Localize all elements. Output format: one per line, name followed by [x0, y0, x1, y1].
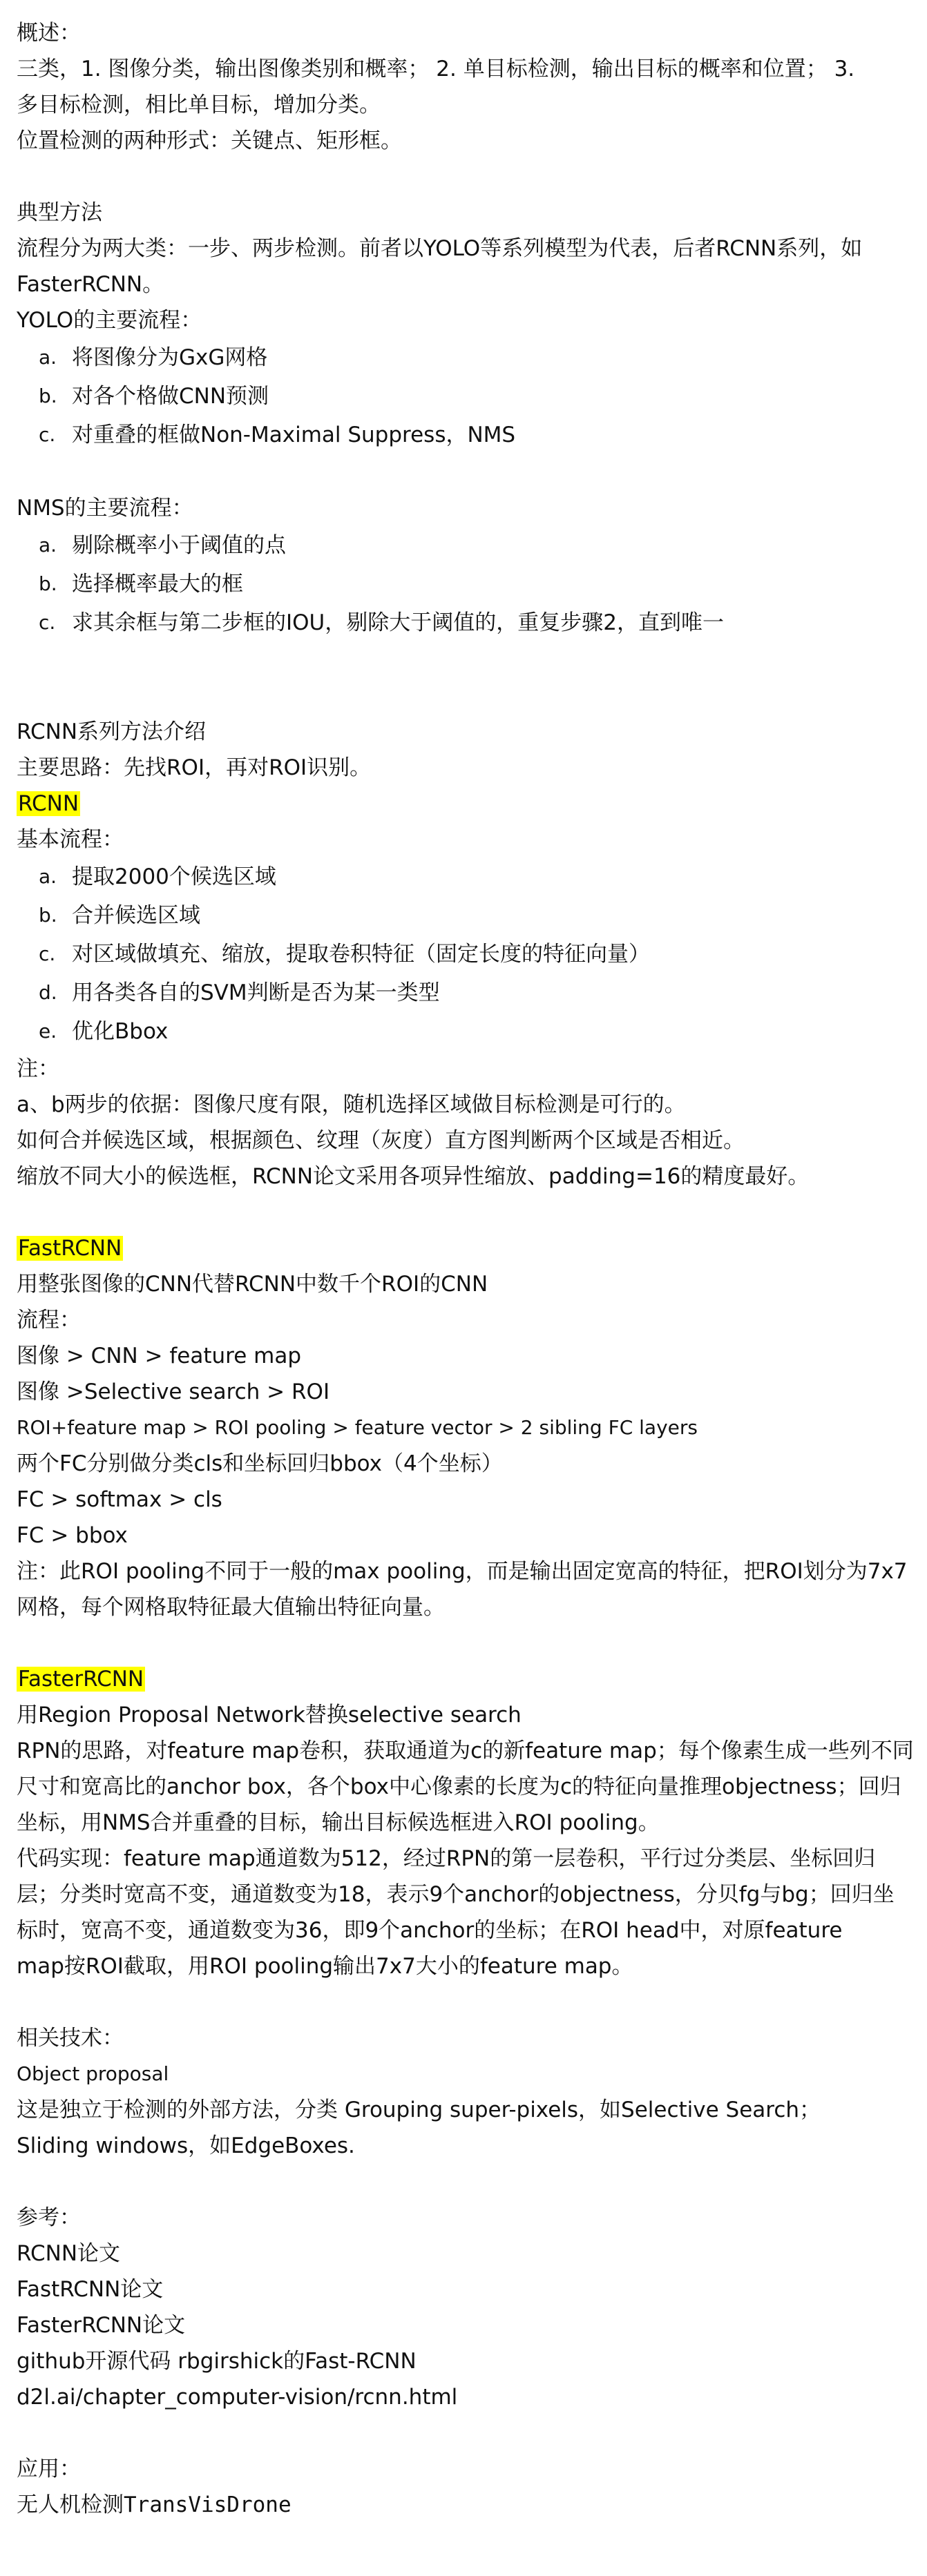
- list-item: [17, 565, 915, 603]
- rcnn-flow-title: 基本流程：: [17, 827, 124, 852]
- ref-item: d2l.ai/chapter_computer-vision/rcnn.html: [17, 2385, 458, 2410]
- list-marker: a.: [39, 346, 57, 369]
- fast-flow-line: 图像 >Selective search > ROI: [17, 1379, 330, 1404]
- rcnn-intro-idea: 主要思路：先找ROI，再对ROI识别。: [17, 755, 372, 780]
- fast-flow-line: 图像 > CNN > feature map: [17, 1344, 302, 1368]
- list-marker: a.: [39, 534, 57, 556]
- list-text: 剔除概率小于阈值的点: [72, 533, 286, 558]
- ref-item: FasterRCNN论文: [17, 2313, 186, 2338]
- list-marker: b.: [39, 904, 57, 927]
- faster-code-line: 代码实现：feature map通道数为512，经过RPN的第一层卷积，平行过分类层、坐标回归: [17, 1846, 876, 1871]
- list-item: [17, 974, 915, 1012]
- faster-rpn-line: RPN的思路，对feature map卷积，获取通道为c的新feature map；每个像素生成一些列不同: [17, 1739, 914, 1763]
- typical-line: FasterRCNN。: [17, 272, 164, 297]
- list-marker: c.: [39, 611, 56, 634]
- list-text: 求其余框与第二步框的IOU，剔除大于阈值的，重复步骤2，直到唯一: [72, 610, 724, 635]
- related-title: 相关技术：: [17, 2026, 124, 2051]
- fast-flow-line: FC > bbox: [17, 1523, 128, 1548]
- list-text: 提取2000个候选区域: [72, 864, 276, 889]
- list-text: 对区域做填充、缩放，提取卷积特征（固定长度的特征向量）: [72, 942, 650, 967]
- refs-title: 参考：: [17, 2205, 81, 2230]
- yolo-title: YOLO的主要流程：: [17, 308, 202, 333]
- list-marker: e.: [39, 1020, 57, 1043]
- faster-desc: 用Region Proposal Network替换selective search: [17, 1703, 522, 1727]
- list-item: [17, 338, 915, 377]
- list-marker: b.: [39, 572, 57, 595]
- list-item: [17, 526, 915, 565]
- app-line-mono: TransVisDrone: [124, 2492, 292, 2517]
- faster-code-line: 标时，宽高不变，通道数变为36，即9个anchor的坐标；在ROI head中，对原feature: [17, 1918, 843, 1943]
- list-marker: c.: [39, 423, 56, 446]
- faster-heading-text: FasterRCNN: [18, 1667, 144, 1692]
- faster-code-line: 层；分类时宽高不变，通道数变为18，表示9个anchor的objectness，分贝fg与bg；回归坐: [17, 1882, 895, 1907]
- nms-title: NMS的主要流程：: [17, 496, 193, 521]
- related-line: 这是独立于检测的外部方法，分类 Grouping super-pixels，如Selective Search；: [17, 2098, 821, 2122]
- app-title: 应用：: [17, 2457, 81, 2481]
- list-item: [17, 896, 915, 935]
- list-item: [17, 1012, 915, 1051]
- fast-heading-text: FastRCNN: [18, 1236, 122, 1261]
- document-page: [17, 15, 915, 2523]
- ref-item: FastRCNN论文: [17, 2277, 164, 2302]
- fast-heading: [17, 1230, 915, 1266]
- list-text: 选择概率最大的框: [72, 572, 243, 597]
- fast-flow-title: 流程：: [17, 1308, 81, 1333]
- list-item: [17, 935, 915, 974]
- overview-line: 位置检测的两种形式：关键点、矩形框。: [17, 128, 402, 153]
- faster-heading: [17, 1661, 915, 1697]
- faster-code-line: map按ROI截取，用ROI pooling输出7x7大小的feature map。: [17, 1954, 633, 1979]
- app-line-prefix: 无人机检测: [17, 2492, 124, 2517]
- list-marker: b.: [39, 385, 57, 407]
- list-item: [17, 858, 915, 896]
- list-text: 优化Bbox: [72, 1019, 169, 1044]
- rcnn-intro-title: RCNN系列方法介绍: [17, 719, 207, 744]
- list-text: 对各个格做CNN预测: [72, 384, 269, 409]
- rcnn-note-title: 注：: [17, 1056, 59, 1081]
- rcnn-note: a、b两步的依据：图像尺度有限，随机选择区域做目标检测是可行的。: [17, 1092, 686, 1117]
- rcnn-heading-text: RCNN: [18, 791, 79, 816]
- list-text: 对重叠的框做Non-Maximal Suppress，NMS: [72, 423, 516, 447]
- overview-title: 概述：: [17, 21, 81, 46]
- list-text: 用各类各自的SVM判断是否为某一类型: [72, 980, 440, 1005]
- list-item: [17, 603, 915, 642]
- overview-line: 三类，1. 图像分类，输出图像类别和概率； 2. 单目标检测，输出目标的概率和位置； 3.: [17, 57, 855, 81]
- rcnn-heading: [17, 786, 915, 822]
- list-marker: a.: [39, 865, 57, 888]
- fast-flow-line: 两个FC分别做分类cls和坐标回归bbox（4个坐标）: [17, 1451, 503, 1476]
- faster-rpn-line: 尺寸和宽高比的anchor box，各个box中心像素的长度为c的特征向量推理objectness；回归: [17, 1774, 901, 1799]
- typical-line: 流程分为两大类：一步、两步检测。前者以YOLO等系列模型为代表，后者RCNN系列，如: [17, 236, 863, 261]
- list-item: [17, 377, 915, 416]
- related-line: Sliding windows，如EdgeBoxes.: [17, 2133, 355, 2158]
- list-item: [17, 416, 915, 454]
- list-marker: c.: [39, 942, 56, 965]
- fast-flow-line: ROI+feature map > ROI pooling > feature vector > 2 sibling FC layers: [17, 1416, 698, 1439]
- ref-item: RCNN论文: [17, 2241, 121, 2266]
- list-text: 合并候选区域: [72, 903, 200, 928]
- app-line: [17, 2487, 915, 2523]
- list-text: 将图像分为GxG网格: [72, 345, 268, 370]
- fast-note-line: 注：此ROI pooling不同于一般的max pooling，而是输出固定宽高的特征，把ROI划分为7x7: [17, 1559, 908, 1584]
- related-line: Object proposal: [17, 2062, 169, 2085]
- fast-desc: 用整张图像的CNN代替RCNN中数千个ROI的CNN: [17, 1272, 488, 1297]
- overview-line: 多目标检测，相比单目标，增加分类。: [17, 93, 381, 117]
- list-marker: d.: [39, 981, 57, 1004]
- typical-title: 典型方法: [17, 200, 102, 225]
- rcnn-note: 缩放不同大小的候选框，RCNN论文采用各项异性缩放、padding=16的精度最好。: [17, 1164, 810, 1189]
- fast-flow-line: FC > softmax > cls: [17, 1487, 222, 1512]
- faster-rpn-line: 坐标，用NMS合并重叠的目标，输出目标候选框进入ROI pooling。: [17, 1810, 660, 1835]
- fast-note-line: 网格，每个网格取特征最大值输出特征向量。: [17, 1595, 445, 1620]
- ref-item: github开源代码 rbgirshick的Fast-RCNN: [17, 2349, 417, 2374]
- rcnn-note: 如何合并候选区域，根据颜色、纹理（灰度）直方图判断两个区域是否相近。: [17, 1128, 745, 1153]
